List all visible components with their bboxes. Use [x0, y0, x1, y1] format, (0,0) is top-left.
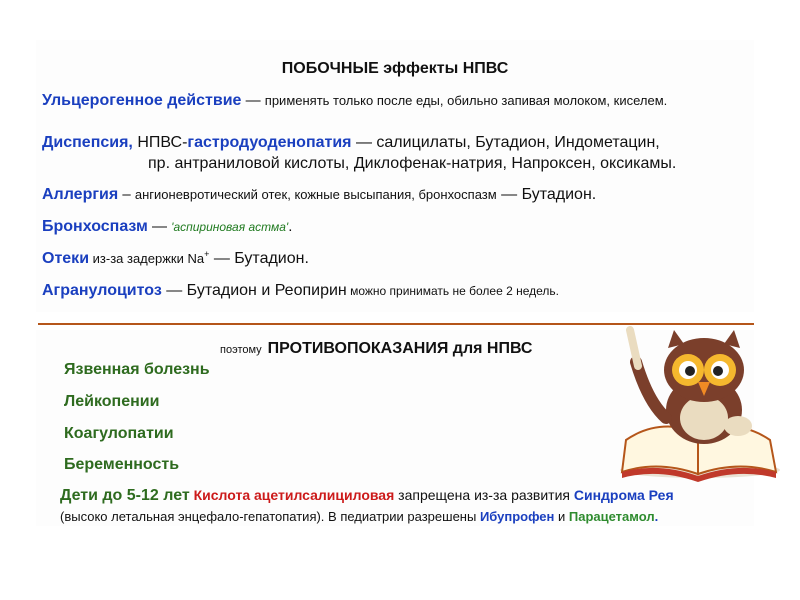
bronchospasm-line: Бронхоспазм — 'аспириновая астма'.	[42, 218, 293, 235]
page-title: ПОБОЧНЫЕ эффекты НПВС	[281, 60, 509, 77]
side-effects-panel	[36, 40, 754, 312]
dyspepsia-line: Диспепсия, НПВС-гастродуоденопатия — салицилаты, Бутадион, Индометацин,	[42, 134, 660, 151]
ulcer-line: Ульцерогенное действие — применять только после еды, обильно запивая молоком, киселем.	[42, 92, 668, 109]
kids-line: Дети до 5-12 лет Кислота ацетилсалициловая запрещена из-за развития Синдрома Рея	[60, 487, 674, 504]
dyspepsia-line-2: пр. антраниловой кислоты, Диклофенак-натрия, Напроксен, оксикамы.	[148, 155, 677, 172]
ulcer-term: Ульцерогенное действие	[42, 92, 242, 109]
contra-item: Коагулопатии	[64, 425, 174, 442]
dyspepsia-term: Диспепсия,	[42, 134, 133, 151]
owl-with-book-icon	[608, 322, 788, 482]
contra-item: Лейкопении	[64, 393, 160, 410]
edema-line: Отеки из-за задержки Na+ — Бутадион.	[42, 249, 309, 267]
aspirin-name: Кислота ацетилсалициловая	[193, 487, 395, 503]
agranulocytosis-line: Агранулоцитоз — Бутадион и Реопирин можно принимать не более 2 недель.	[42, 282, 559, 299]
reye-syndrome: Синдрома Рея	[573, 487, 674, 503]
allergy-term: Аллергия	[42, 186, 119, 203]
bronchospasm-term: Бронхоспазм	[42, 218, 148, 235]
pediatric-note: (высоко летальная энцефало-гепатопатия). В педиатрии разрешены Ибупрофен и Парацетамол.	[60, 509, 659, 524]
contra-item: Беременность	[64, 456, 180, 473]
contra-item: Язвенная болезнь	[64, 361, 210, 378]
contraindications-title: ПРОТИВОПОКАЗАНИЯ для НПВС	[267, 340, 533, 357]
agranulocytosis-term: Агранулоцитоз	[42, 282, 162, 299]
allergy-line: Аллергия – ангионевротический отек, кожные высыпания, бронхоспазм — Бутадион.	[42, 186, 597, 203]
edema-term: Отеки	[42, 250, 90, 267]
kids-lead: Дети до 5-12 лет	[60, 487, 190, 504]
contraindications-heading: поэтому ПРОТИВОПОКАЗАНИЯ для НПВС	[220, 340, 533, 357]
